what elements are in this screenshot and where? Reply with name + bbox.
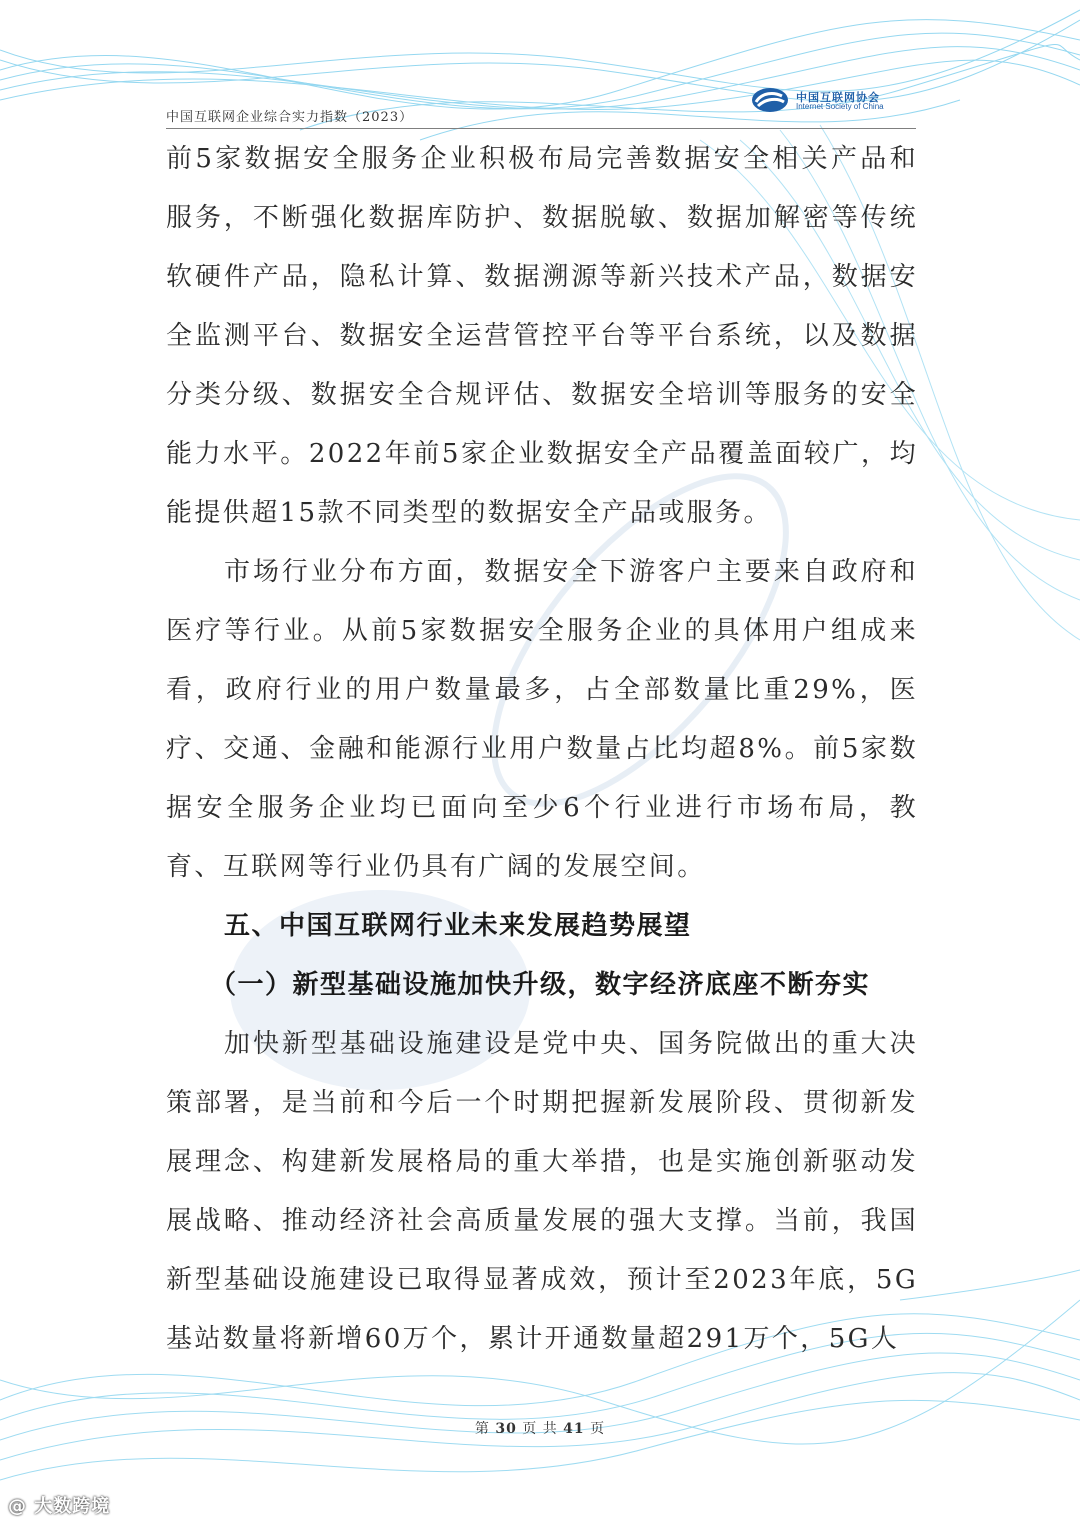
brand-icon: @ <box>8 1496 27 1517</box>
document-title: 中国互联网企业综合实力指数（2023） <box>166 110 414 125</box>
section-heading: 五、中国互联网行业未来发展趋势展望 <box>224 911 692 941</box>
paragraph-market-distribution: 市场行业分布方面，数据安全下游客户主要来自政府和医疗等行业。从前5家数据安全服务企业的具体用户组成来看，政府行业的用户数量最多，占全部数量比重29%，医疗、交通、金融和能源行业用户数量占比均超8%。前5家数据安全服务企业均已面向至少6个行业进行市场布局，教育、互联网等行业仍具有广阔的发展空间。 <box>166 557 918 882</box>
page-number <box>0 1418 1080 1438</box>
logo-english-name: Internet Society of China <box>796 102 884 111</box>
isc-logo-icon <box>750 86 790 114</box>
subsection-heading: （一）新型基础设施加快升级，数字经济底座不断夯实 <box>210 970 871 1000</box>
page-body <box>166 130 918 1369</box>
brand-watermark <box>8 1492 110 1518</box>
logo-chinese-name: 中国互联网协会 <box>796 91 880 104</box>
page-prefix: 第 <box>474 1421 490 1437</box>
current-page: 30 <box>495 1421 517 1437</box>
page-middle: 页 共 <box>522 1421 558 1437</box>
isc-logo <box>750 86 920 114</box>
total-pages: 41 <box>563 1421 585 1437</box>
header-divider <box>166 128 916 129</box>
paragraph-new-infrastructure: 加快新型基础设施建设是党中央、国务院做出的重大决策部署，是当前和今后一个时期把握新发展阶段、贯彻新发展理念、构建新发展格局的重大举措，也是实施创新驱动发展战略、推动经济社会高质量发展的强大支撑。当前，我国新型基础设施建设已取得显著成效，预计至2023年底，5G基站数量将新增60万个，累计开通数量超291万个，5G人 <box>166 1029 918 1354</box>
page-suffix: 页 <box>590 1421 606 1437</box>
brand-text: 大数跨境 <box>34 1496 111 1517</box>
paragraph-data-security-products: 前5家数据安全服务企业积极布局完善数据安全相关产品和服务，不断强化数据库防护、数据脱敏、数据加解密等传统软硬件产品，隐私计算、数据溯源等新兴技术产品，数据安全监测平台、数据安全运营管控平台等平台系统，以及数据分类分级、数据安全合规评估、数据安全培训等服务的安全能力水平。2022年前5家企业数据安全产品覆盖面较广，均能提供超15款不同类型的数据安全产品或服务。 <box>166 144 918 528</box>
